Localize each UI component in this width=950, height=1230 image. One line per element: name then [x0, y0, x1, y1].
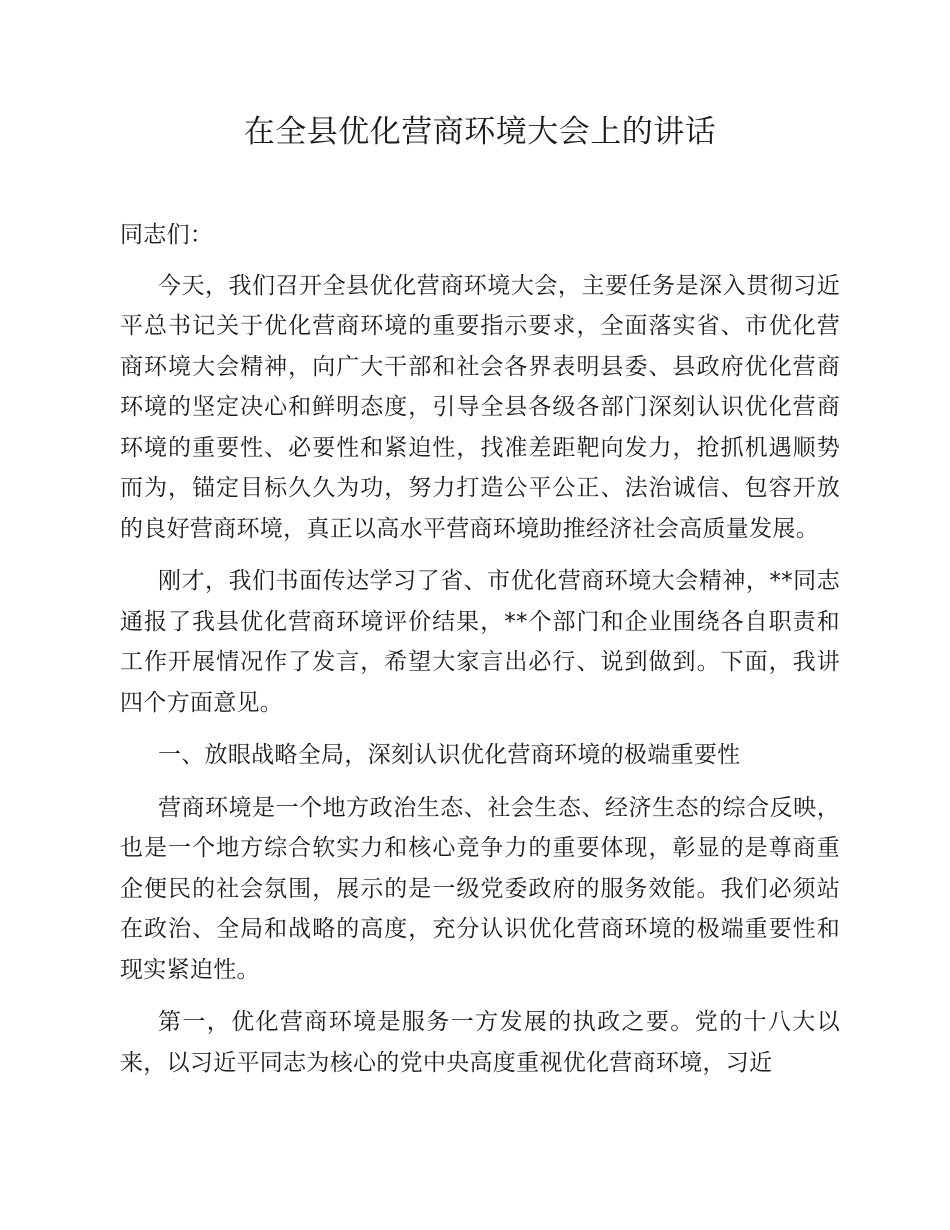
paragraph-intro: 今天，我们召开全县优化营商环境大会，主要任务是深入贯彻习近平总书记关于优化营商环境的重要指示要求，全面落实省、市优化营商环境大会精神，向广大干部和社会各界表明县委、县政府优化营商环境的坚定决心和鲜明态度，引导全县各级各部门深刻认识优化营商环境的重要性、必要性和紧迫性，找准差距靶向发力，抢抓机遇顺势而为，锚定目标久久为功，努力打造公平公正、法治诚信、包容开放的良好营商环境，真正以高水平营商环境助推经济社会高质量发展。: [120, 272, 840, 542]
salutation: 同志们：: [120, 222, 214, 248]
paragraph-point-1: 第一，优化营商环境是服务一方发展的执政之要。党的十八大以来，以习近平同志为核心的党中央高度重视优化营商环境，习近: [120, 1009, 840, 1076]
paragraph-section-1: 营商环境是一个地方政治生态、社会生态、经济生态的综合反映，也是一个地方综合软实力和核心竞争力的重要体现，彰显的是尊商重企便民的社会氛围，展示的是一级党委政府的服务效能。我们必须站在政治、全局和战略的高度，充分认识优化营商环境的极端重要性和现实紧迫性。: [120, 794, 840, 983]
document-body: [120, 215, 840, 1095]
section-heading-1: 一、放眼战略全局，深刻认识优化营商环境的极端重要性: [157, 742, 741, 768]
paragraph-review: 刚才，我们书面传达学习了省、市优化营商环境大会精神，**同志通报了我县优化营商环境评价结果，**个部门和企业围绕各自职责和工作开展情况作了发言，希望大家言出必行、说到做到。下面，我讲四个方面意见。: [120, 568, 840, 716]
document-title: 在全县优化营商环境大会上的讲话: [243, 114, 717, 150]
